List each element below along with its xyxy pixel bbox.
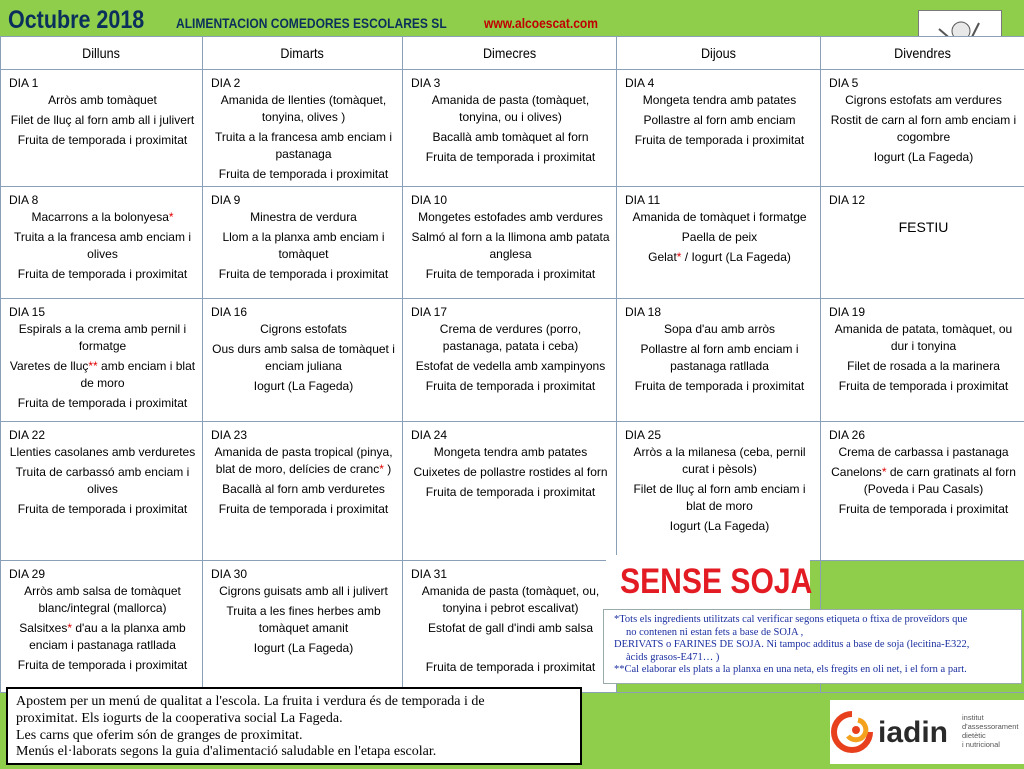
iadin-tagline: i nutricional (962, 740, 1000, 749)
dish-item: Amanida de pasta (tomàquet, tonyina, ou i olives) (411, 92, 610, 126)
dish-item: Fruita de temporada i proximitat (411, 149, 610, 166)
company-name: ALIMENTACION COMEDORES ESCOLARES SL (176, 15, 447, 31)
dish-item: Llenties casolanes amb verduretes (9, 444, 196, 461)
week-row (1, 70, 1024, 187)
day-cell (617, 299, 821, 422)
day-cell (1, 70, 203, 187)
dish-item: Paella de peix (625, 229, 814, 246)
dish-item: Amanida de pasta (tomàquet, ou, tonyina i pebrot escalivat) (411, 583, 610, 617)
day-label: DIA 29 (9, 566, 196, 583)
dish-item: Varetes de lluç** amb enciam i blat de moro (9, 358, 196, 392)
dish-item: Fruita de temporada i proximitat (829, 378, 1018, 395)
dish-item: Truita de carbassó amb enciam i olives (9, 464, 196, 498)
intro-box (6, 687, 582, 765)
dish-item: Amanida de llenties (tomàquet, tonyina, olives ) (211, 92, 396, 126)
header-dijous: Dijous (617, 37, 821, 70)
dish-item: Fruita de temporada i proximitat (211, 266, 396, 283)
day-cell (203, 299, 403, 422)
dish-item: Fruita de temporada i proximitat (411, 484, 610, 501)
sense-soja-banner: SENSE SOJA (606, 555, 810, 611)
day-label: DIA 10 (411, 192, 610, 209)
dish-item: Cigrons estofats am verdures (829, 92, 1018, 109)
dish-item: Iogurt (La Fageda) (829, 149, 1018, 166)
website-link[interactable]: www.alcoescat.com (484, 15, 598, 31)
dish-item: Estofat de vedella amb xampinyons (411, 358, 610, 375)
day-cell (403, 70, 617, 187)
week-row (1, 299, 1024, 422)
dish-item: Fruita de temporada i proximitat (411, 659, 610, 676)
day-label: DIA 3 (411, 75, 610, 92)
day-cell (821, 422, 1024, 561)
day-label: DIA 1 (9, 75, 196, 92)
dish-item: Fruita de temporada i proximitat (411, 378, 610, 395)
soja-note-line: *Tots els ingredients utilitzats cal verificar segons etiqueta o ftixa de proveïdors que (614, 614, 1015, 627)
day-cell (821, 187, 1024, 299)
week-row (1, 187, 1024, 299)
dish-item: Crema de carbassa i pastanaga (829, 444, 1018, 461)
header-divendres: Divendres (821, 37, 1024, 70)
dish-item: Truita a la francesa amb enciam i olives (9, 229, 196, 263)
header-dilluns: Dilluns (1, 37, 203, 70)
day-label: DIA 24 (411, 427, 610, 444)
dish-item: Filet de rosada a la marinera (829, 358, 1018, 375)
dish-item: Macarrons a la bolonyesa* (9, 209, 196, 226)
dish-item: Fruita de temporada i proximitat (625, 132, 814, 149)
day-cell (403, 299, 617, 422)
day-cell (617, 187, 821, 299)
dish-item: Espirals a la crema amb pernil i formatge (9, 321, 196, 355)
menu-table (0, 36, 1024, 693)
day-cell (403, 187, 617, 299)
dish-item: Fruita de temporada i proximitat (9, 395, 196, 412)
day-cell (203, 561, 403, 693)
day-label: DIA 15 (9, 304, 196, 321)
holiday-label: FESTIU (829, 219, 1018, 236)
soja-note-line: DERIVATS o FARINES DE SOJA. Ni tampoc additus a base de soja (lecitina-E322, (614, 639, 1015, 652)
day-label: DIA 16 (211, 304, 396, 321)
soja-note (603, 609, 1022, 684)
dish-item: Ous durs amb salsa de tomàquet i enciam juliana (211, 341, 396, 375)
dish-item: Mongeta tendra amb patates (411, 444, 610, 461)
day-label: DIA 31 (411, 566, 610, 583)
dish-item: Fruita de temporada i proximitat (9, 132, 196, 149)
dish-item: Iogurt (La Fageda) (211, 378, 396, 395)
soja-note-line: **Cal elaborar els plats a la planxa en una neta, els fregits en oli net, i el forn a part. (614, 664, 1015, 677)
iadin-tagline: institut (962, 713, 985, 722)
day-cell (1, 299, 203, 422)
day-cell (821, 299, 1024, 422)
day-label: DIA 18 (625, 304, 814, 321)
day-cell (617, 422, 821, 561)
dish-item: Bacallà amb tomàquet al forn (411, 129, 610, 146)
dish-item: Fruita de temporada i proximitat (625, 378, 814, 395)
dish-item: Salmó al forn a la llimona amb patata anglesa (411, 229, 610, 263)
day-label: DIA 8 (9, 192, 196, 209)
dish-item: Amanida de tomàquet i formatge (625, 209, 814, 226)
iadin-logo (830, 700, 1024, 764)
dish-item: Fruita de temporada i proximitat (211, 166, 396, 183)
day-label: DIA 25 (625, 427, 814, 444)
dish-item: Gelat* / Iogurt (La Fageda) (625, 249, 814, 266)
dish-item: Bacallà al forn amb verduretes (211, 481, 396, 498)
dish-item: Crema de verdures (porro, pastanaga, patata i ceba) (411, 321, 610, 355)
dish-item: Fruita de temporada i proximitat (9, 501, 196, 518)
dish-item: Salsitxes* d'au a la planxa amb enciam i pastanaga ratllada (9, 620, 196, 654)
dish-item: Pollastre al forn amb enciam (625, 112, 814, 129)
intro-line: Les carns que oferim són de granges de proximitat. (16, 728, 572, 745)
day-cell (1, 561, 203, 693)
page-title: Octubre 2018 (8, 6, 166, 35)
dish-item: Minestra de verdura (211, 209, 396, 226)
iadin-mark-icon (834, 714, 870, 750)
intro-line: Apostem per un menú de qualitat a l'escola. La fruita i verdura és de temporada i de (16, 694, 572, 711)
dish-item: Amanida de pasta tropical (pinya, blat de moro, delícies de cranc* ) (211, 444, 396, 478)
day-label: DIA 22 (9, 427, 196, 444)
dish-item: Filet de lluç al forn amb all i julivert (9, 112, 196, 129)
dish-item: Estofat de gall d'indi amb salsa (411, 620, 610, 637)
dish-item: Filet de lluç al forn amb enciam i blat de moro (625, 481, 814, 515)
day-cell (821, 70, 1024, 187)
day-label: DIA 30 (211, 566, 396, 583)
day-label: DIA 26 (829, 427, 1018, 444)
iadin-tagline: dietètic (962, 731, 986, 740)
dish-item: Arròs a la milanesa (ceba, pernil curat i pèsols) (625, 444, 814, 478)
day-cell (203, 187, 403, 299)
day-cell (1, 422, 203, 561)
dish-item: Arròs amb salsa de tomàquet blanc/integral (mallorca) (9, 583, 196, 617)
dish-item: Fruita de temporada i proximitat (9, 657, 196, 674)
intro-line: Menús el·laborats segons la guia d'alimentació saludable en l'etapa escolar. (16, 744, 572, 761)
dish-item: Fruita de temporada i proximitat (211, 501, 396, 518)
day-cell (403, 561, 617, 693)
dish-item: Pollastre al forn amb enciam i pastanaga ratllada (625, 341, 814, 375)
dish-item: Fruita de temporada i proximitat (411, 266, 610, 283)
dish-item: Truita a la francesa amb enciam i pastanaga (211, 129, 396, 163)
dish-item: Fruita de temporada i proximitat (829, 501, 1018, 518)
dish-item: Cuixetes de pollastre rostides al forn (411, 464, 610, 481)
day-cell (1, 187, 203, 299)
day-label: DIA 4 (625, 75, 814, 92)
dish-item: Mongetes estofades amb verdures (411, 209, 610, 226)
dish-item: Rostit de carn al forn amb enciam i cogombre (829, 112, 1018, 146)
day-cell (617, 70, 821, 187)
soja-note-line: no contenen ni estan fets a base de SOJA , (614, 627, 1015, 640)
day-label: DIA 19 (829, 304, 1018, 321)
dish-item: Arròs amb tomàquet (9, 92, 196, 109)
day-cell (203, 70, 403, 187)
intro-line: proximitat. Els iogurts de la cooperativa social La Fageda. (16, 711, 572, 728)
day-cell (403, 422, 617, 561)
day-cell (203, 422, 403, 561)
dish-item: Sopa d'au amb arròs (625, 321, 814, 338)
day-label: DIA 5 (829, 75, 1018, 92)
day-label: DIA 12 (829, 192, 1018, 209)
week-row (1, 422, 1024, 561)
dish-item: Cigrons guisats amb all i julivert (211, 583, 396, 600)
header-dimecres: Dimecres (403, 37, 617, 70)
day-label: DIA 2 (211, 75, 396, 92)
dish-item: Amanida de patata, tomàquet, ou dur i tonyina (829, 321, 1018, 355)
dish-item: Fruita de temporada i proximitat (9, 266, 196, 283)
dish-item: Truita a les fines herbes amb tomàquet amanit (211, 603, 396, 637)
dish-item: Mongeta tendra amb patates (625, 92, 814, 109)
dish-item: Cigrons estofats (211, 321, 396, 338)
dish-item: Iogurt (La Fageda) (625, 518, 814, 535)
iadin-tagline: d'assessorament (962, 722, 1019, 731)
dish-item: Llom a la planxa amb enciam i tomàquet (211, 229, 396, 263)
day-label: DIA 17 (411, 304, 610, 321)
dish-item: Canelons* de carn gratinats al forn (Poveda i Pau Casals) (829, 464, 1018, 498)
weekday-header-row (1, 37, 1024, 70)
day-label: DIA 11 (625, 192, 814, 209)
day-label: DIA 9 (211, 192, 396, 209)
iadin-name: iadin (878, 716, 948, 749)
day-label: DIA 23 (211, 427, 396, 444)
dish-item: Iogurt (La Fageda) (211, 640, 396, 657)
header-dimarts: Dimarts (203, 37, 403, 70)
soja-note-line: àcids grasos-E471… ) (614, 652, 1015, 665)
